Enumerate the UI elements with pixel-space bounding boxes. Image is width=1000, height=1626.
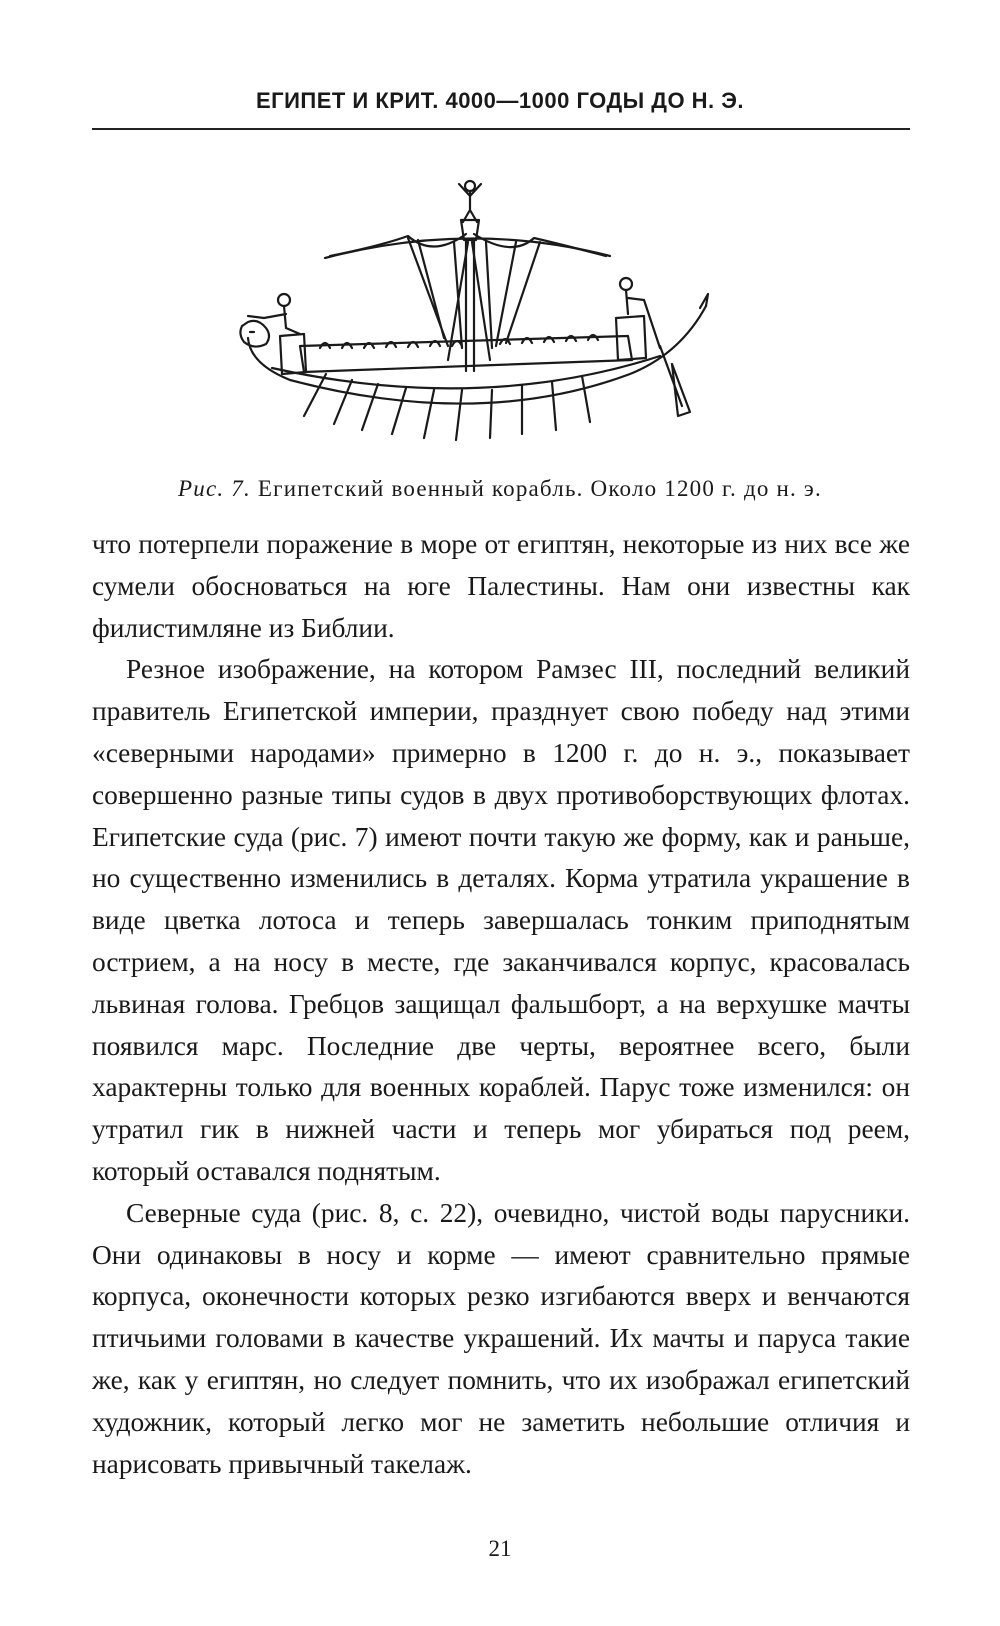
stern-spike [700, 294, 708, 308]
paragraph-2: Резное изображение, на котором Рамзес III, последний великий правитель Египетской империи, празднует свою победу над этими «северными народами» примерно в 1200 г. до н. э., показывает совершенно разные типы судов в двух противоборствующих флотах. Египетские суда (рис. 7) имеют почти такую же форму, как и раньше, но существенно изменились в деталях. Корма утратила украшение в виде цветка лотоса и теперь завершалась тонким приподнятым острием, а на носу в месте, где заканчивался корпус, красовалась львиная голова. Гребцов защищал фальшборт, а на верхушке мачты появился марс. Последние две черты, вероятнее всего, были характерны только для военных кораблей. Парус тоже изменился: он утратил гик в нижней части и теперь мог убираться под реем, который оставался поднятым. [92, 654, 910, 1186]
steering-oar [660, 346, 690, 416]
running-header [92, 88, 908, 114]
figure-caption-text: Египетский военный корабль. Около 1200 г. до н. э. [257, 476, 822, 501]
mast [466, 240, 474, 371]
lion-head-prow [240, 321, 269, 347]
egyptian-warship-illustration [230, 168, 770, 458]
page-number: 21 [488, 1536, 512, 1561]
crows-nest [461, 220, 479, 240]
paragraph-3: Северные суда (рис. 8, с. 22), очевидно, чистой воды парусники. Они одинаковы в носу и корме — имеют сравнительно прямые корпуса, оконечности которых резко изгибаются вверх и венчаются птичьими головами в качестве украшений. Их мачты и паруса такие же, как у египтян, но следует помнить, что их изображал египетский художник, который легко мог не заметить небольшие отличия и нарисовать привычный такелаж. [92, 1197, 910, 1479]
figure-caption-label: Рис. 7. [178, 476, 251, 501]
oars [304, 374, 590, 440]
figure-caption [92, 476, 908, 502]
rowers-heads [320, 335, 598, 348]
bow-figure [248, 294, 300, 334]
header-rule [92, 128, 910, 130]
paragraph-1: что потерпели поражение в море от египтян, некоторые из них все же сумели обосноваться на юге Палестины. Нам они известны как филистимляне из Библии. [92, 529, 910, 643]
lookout-figure [459, 181, 481, 222]
steersman-figure [620, 278, 660, 348]
running-title: ЕГИПЕТ И КРИТ. 4000—1000 ГОДЫ ДО Н. Э. [255, 88, 745, 113]
body-text [92, 524, 910, 1485]
figure-7 [230, 168, 770, 458]
